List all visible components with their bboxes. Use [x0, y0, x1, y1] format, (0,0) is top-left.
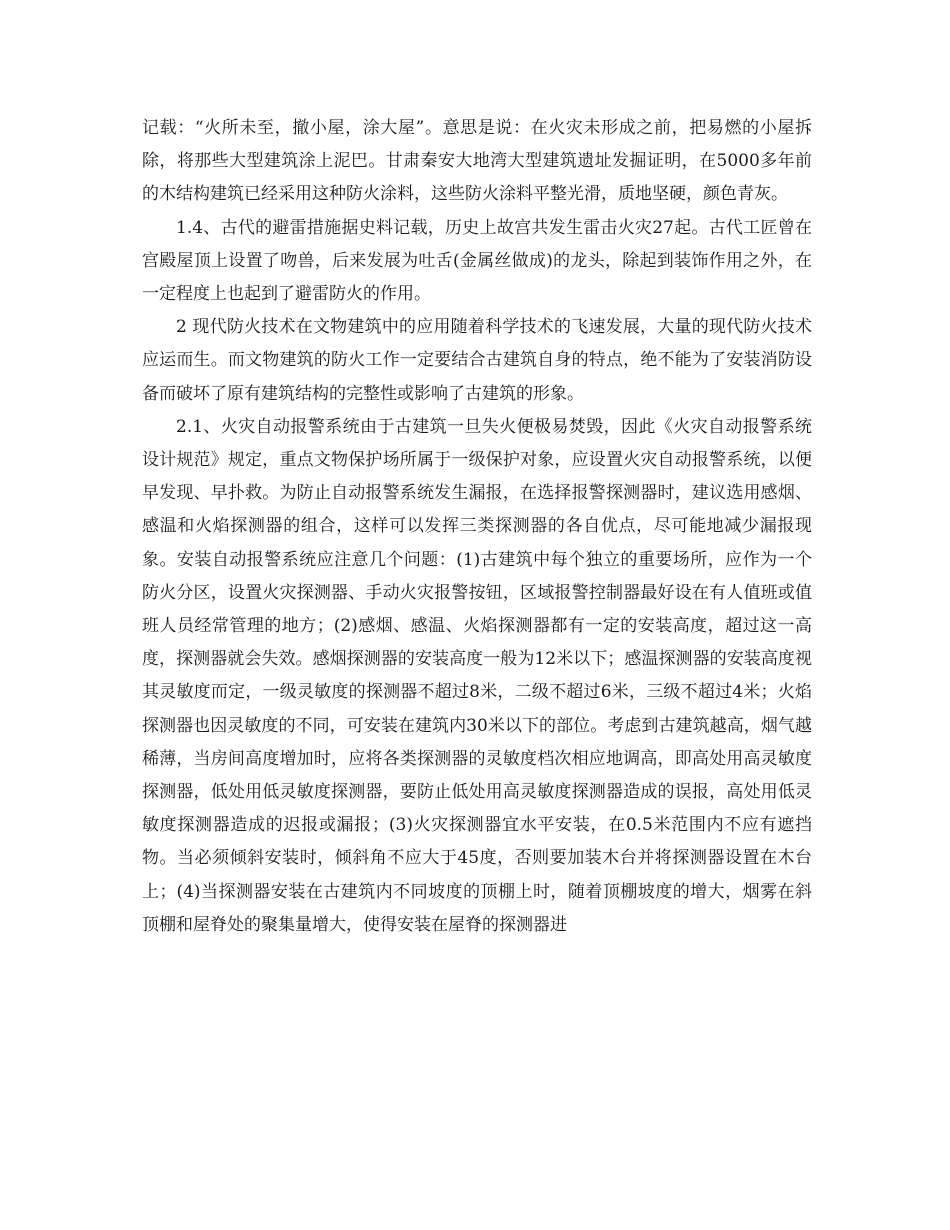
paragraph-automatic-fire-alarm: 2.1、火灾自动报警系统由于古建筑一旦失火便极易焚毁，因此《火灾自动报警系统设计规范》规定，重点文物保护场所属于一级保护对象，应设置火灾自动报警系统，以便早发现、早扑救。为防止自动报警系统发生漏报，在选择报警探测器时，建议选用感烟、感温和火焰探测器的组合，这样可以发挥三类探测器的各自优点，尽可能地减少漏报现象。安装自动报警系统应注意几个问题：(1)古建筑中每个独立的重要场所，应作为一个防火分区，设置火灾探测器、手动火灾报警按钮，区域报警控制器最好设在有人值班或值班人员经常管理的地方；(2)感烟、感温、火焰探测器都有一定的安装高度，超过这一高度，探测器就会失效。感烟探测器的安装高度一般为12米以下；感温探测器的安装高度视其灵敏度而定，一级灵敏度的探测器不超过8米，二级不超过6米，三级不超过4米；火焰探测器也因灵敏度的不同，可安装在建筑内30米以下的部位。考虑到古建筑越高，烟气越稀薄，当房间高度增加时，应将各类探测器的灵敏度档次相应地调高，即高处用高灵敏度探测器，低处用低灵敏度探测器，要防止低处用高灵敏度探测器造成的误报，高处用低灵敏度探测器造成的迟报或漏报；(3)火灾探测器宜水平安装，在0.5米范围内不应有遮挡物。当必须倾斜安装时，倾斜角不应大于45度，否则要加装木台并将探测器设置在木台上；(4)当探测器安装在古建筑内不同坡度的顶棚上时，随着顶棚坡度的增大，烟雾在斜顶棚和屋脊处的聚集量增大，使得安装在屋脊的探测器进: [142, 416, 812, 935]
paragraph-lightning-protection: 1.4、古代的避雷措施据史料记载，历史上故宫共发生雷击火灾27起。古代工匠曾在宫殿屋顶上设置了吻兽，后来发展为吐舌(金属丝做成)的龙头，除起到装饰作用之外，在一定程度上也起到了避雷防火的作用。: [142, 217, 812, 305]
body-text: [142, 112, 812, 942]
paragraph-fire-coating: 记载：“火所未至，撤小屋，涂大屋”。意思是说：在火灾未形成之前，把易燃的小屋拆除，将那些大型建筑涂上泥巴。甘肃秦安大地湾大型建筑遗址发掘证明，在5000多年前的木结构建筑已经采用这种防火涂料，这些防火涂料平整光滑，质地坚硬，颜色青灰。: [142, 118, 812, 205]
paragraph-modern-fire-technology: 2 现代防火技术在文物建筑中的应用随着科学技术的飞速发展，大量的现代防火技术应运而生。而文物建筑的防火工作一定要结合古建筑自身的特点，绝不能为了安装消防设备而破坏了原有建筑结构的完整性或影响了古建筑的形象。: [142, 317, 812, 404]
